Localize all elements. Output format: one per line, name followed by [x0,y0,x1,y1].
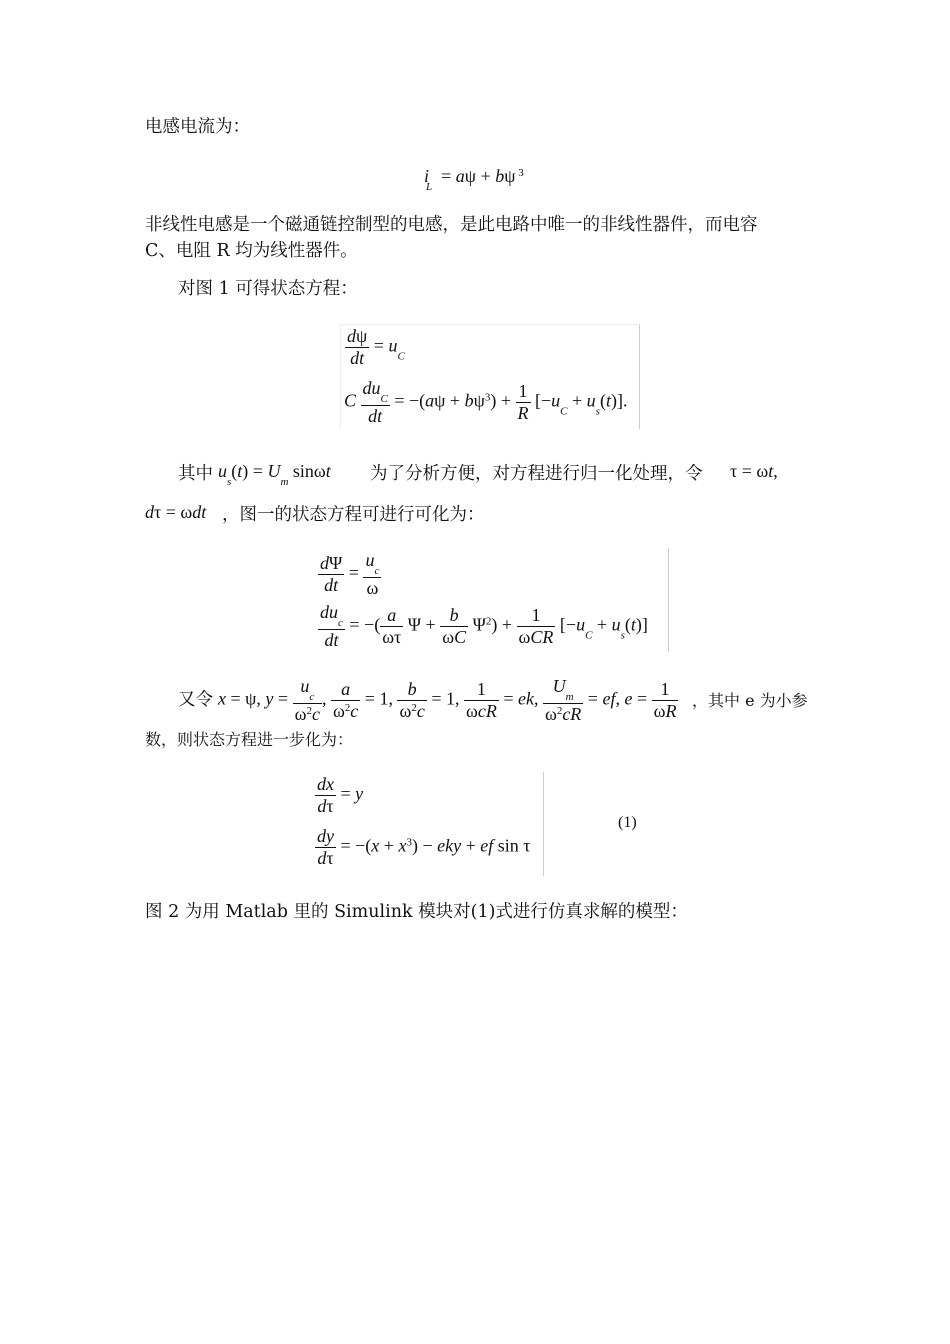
equation-number: (1) [618,814,637,831]
paragraph-normalize: 为了分析方便，对方程进行归一化处理，令 [370,464,703,484]
paragraph-inductor-current: 电感电流为： [145,117,250,137]
equation-state-2-row2: $\frac{du_c}{dt}$ = −( $\frac{a}{\omega\tau}$ Ψ + $\frac{b}{\omega C}$ $\Psi^2$) + $\frac{1}{\text{ωCR}}$ $[-u_C + u_s(t)]$ [320,602,648,650]
paragraph-normalized-intro: ，图一的状态方程可进行可化为： [222,505,485,525]
paragraph-simulink-intro: 图 2 为用 Matlab 里的 Simulink 模块对(1)式进行仿真求解的模型： [145,902,688,922]
equation-tau: τ = ωt, [730,461,778,481]
equation-state-1-row2: C $\frac{du_C}{dt}$ = $-(a\psi + b\psi^3)$ + $\frac{1}{R}$ $[-u_C + u_s(t)]$. [344,378,628,426]
equation-source: $u_s(t) = U_m$ sinωt [218,461,331,488]
paragraph-nonlinear-line1: 非线性电感是一个磁通链控制型的电感，是此电路中唯一的非线性器件，而电容 [145,215,758,235]
equation-state-3-row2: $\frac{dy}{d\tau}$ = $-(x + x^3)$ − eky + ef sin τ [317,826,531,868]
paragraph-state-equation-intro: 对图 1 可得状态方程： [178,279,358,299]
equation-substitution: x = ψ, y = $\frac{u_c}{\omega^2c}$ , $\frac{a}{\omega^2c}$ = 1, $\frac{b}{\omega^2c}$ = 1, $\frac{1}{\text{ωcR}}$ = ek, $\frac{U_m}{\omega^2cR}$ = ef, e = $\frac{1}{\omega R}$ [218,676,677,724]
paragraph-nonlinear-line2: C、电阻 R 均为线性器件。 [145,241,358,261]
equation-inductor-current: $i_L = a\psi + b\psi$ $^3$ [424,166,524,193]
paragraph-further-simplify: 数，则状态方程进一步化为： [145,730,354,749]
equation-state-2-row1: $\frac{d\Psi}{dt}$ = $\frac{u_c}{\omega}$ [320,550,380,598]
equation-dtau: dτ = ωdt [145,502,207,522]
equation-state-3-row1: $\frac{dx}{d\tau}$ = y [317,774,364,816]
paragraph-substitution-prefix: 又令 [178,690,213,710]
paragraph-source-prefix: 其中 [178,464,213,484]
equation-state-1-row1: $\frac{d\psi}{dt}$ = $u_C$ [347,326,405,368]
paragraph-substitution-suffix: ，其中 e 为小参 [692,691,808,710]
